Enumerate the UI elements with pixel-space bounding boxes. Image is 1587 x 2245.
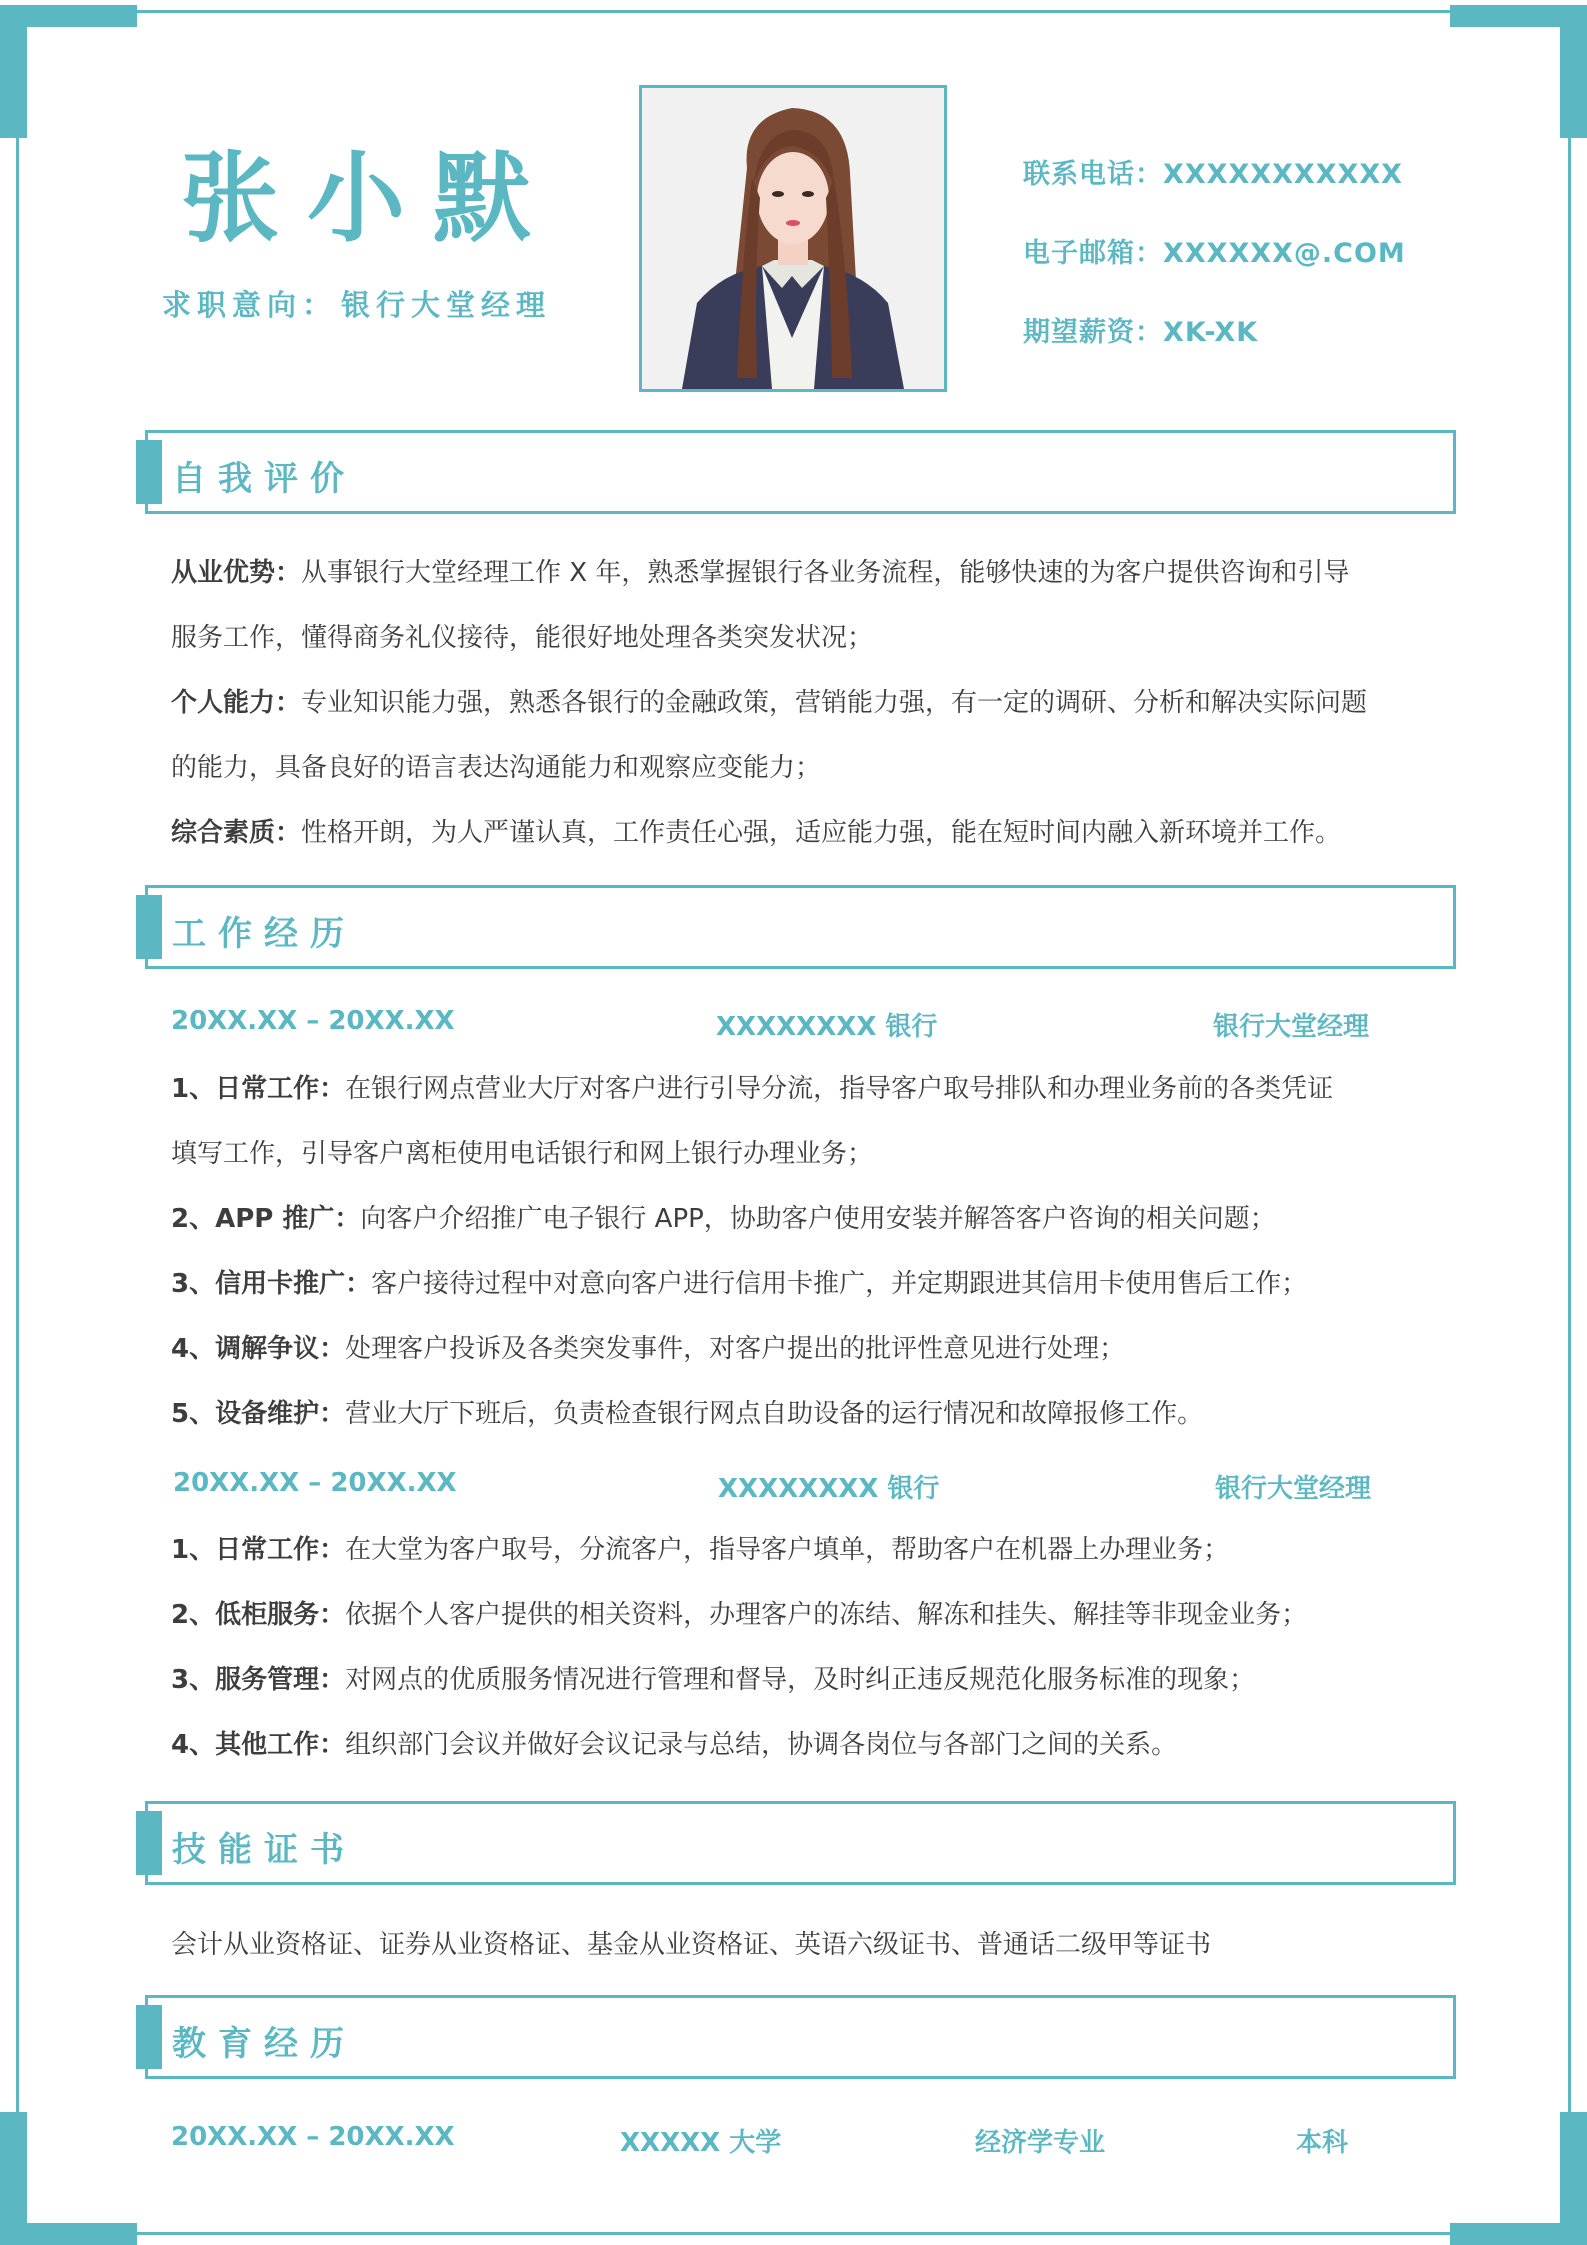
edu-period: 20XX.XX – 20XX.XX (171, 2122, 455, 2152)
edu-major: 经济学专业 (975, 2128, 1106, 2158)
portrait-illustration (642, 88, 944, 389)
expected-salary: 期望薪资：XK-XK (1023, 317, 1259, 348)
job-intent (162, 283, 551, 324)
self-eval-line: 服务工作，懂得商务礼仪接待，能很好地处理各类突发状况； (171, 623, 874, 653)
duty-text: 向客户介绍推广电子银行 APP，协助客户使用安装并解答客户咨询的相关问题； (360, 1204, 1276, 1234)
section-title: 自我评价 (172, 459, 356, 499)
job-intent-label: 求职意向： (162, 288, 338, 322)
contact-phone: 联系电话：XXXXXXXXXXX (1023, 159, 1403, 190)
edu-school: XXXXX 大学 (620, 2128, 782, 2158)
self-eval-label: 从业优势： (171, 558, 302, 588)
job-duty (171, 1266, 1461, 1302)
duty-label: 5、设备维护： (171, 1399, 346, 1429)
section-skills (145, 1801, 1456, 1885)
job-duty (171, 1597, 1461, 1633)
job-period: 20XX.XX – 20XX.XX (173, 1468, 457, 1498)
job-duty (171, 1071, 1461, 1107)
self-eval-text: 从事银行大堂经理工作 X 年，熟悉掌握银行各业务流程，能够快速的为客户提供咨询和引导 (301, 558, 1350, 588)
duty-text: 客户接待过程中对意向客户进行信用卡推广，并定期跟进其信用卡使用售后工作； (371, 1269, 1308, 1299)
section-accent-bar (136, 2005, 162, 2069)
section-self-evaluation (145, 430, 1456, 514)
duty-label: 4、调解争议： (171, 1334, 346, 1364)
section-title: 教育经历 (172, 2024, 356, 2064)
self-eval-line (171, 815, 1461, 851)
corner-bottom-left-v (0, 2112, 27, 2245)
job-duty (171, 1201, 1461, 1237)
self-eval-label: 综合素质： (171, 818, 302, 848)
duty-label: 1、日常工作： (171, 1074, 346, 1104)
job-duty (171, 1331, 1461, 1367)
section-education (145, 1995, 1456, 2079)
section-accent-bar (136, 895, 162, 959)
self-eval-line (171, 555, 1461, 591)
corner-bottom-right-v (1560, 2112, 1587, 2245)
duty-label: 3、信用卡推广： (171, 1269, 372, 1299)
section-work-experience (145, 885, 1456, 969)
skills-text: 会计从业资格证、证券从业资格证、基金从业资格证、英语六级证书、普通话二级甲等证书 (171, 1930, 1212, 1960)
duty-text: 在银行网点营业大厅对客户进行引导分流，指导客户取号排队和办理业务前的各类凭证 (345, 1074, 1334, 1104)
duty-label: 3、服务管理： (171, 1665, 346, 1695)
profile-photo (639, 85, 947, 392)
job-position: 银行大堂经理 (1215, 1474, 1372, 1504)
section-title: 工作经历 (172, 914, 356, 954)
self-eval-text: 专业知识能力强，熟悉各银行的金融政策，营销能力强，有一定的调研、分析和解决实际问题 (301, 688, 1368, 718)
duty-text: 组织部门会议并做好会议记录与总结，协调各岗位与各部门之间的关系。 (345, 1730, 1178, 1760)
self-eval-label: 个人能力： (171, 688, 302, 718)
job-period: 20XX.XX – 20XX.XX (171, 1006, 455, 1036)
duty-text: 营业大厅下班后，负责检查银行网点自助设备的运行情况和故障报修工作。 (345, 1399, 1204, 1429)
job-duty (171, 1396, 1461, 1432)
duty-text: 处理客户投诉及各类突发事件，对客户提出的批评性意见进行处理； (345, 1334, 1126, 1364)
corner-top-right-v (1560, 5, 1587, 138)
self-eval-line: 的能力，具备良好的语言表达沟通能力和观察应变能力； (171, 753, 822, 783)
section-accent-bar (136, 1811, 162, 1875)
duty-text: 依据个人客户提供的相关资料，办理客户的冻结、解冻和挂失、解挂等非现金业务； (345, 1600, 1308, 1630)
duty-text: 对网点的优质服务情况进行管理和督导，及时纠正违反规范化服务标准的现象； (345, 1665, 1256, 1695)
section-accent-bar (136, 440, 162, 504)
job-duty (171, 1532, 1461, 1568)
self-eval-text: 性格开朗，为人严谨认真，工作责任心强，适应能力强，能在短时间内融入新环境并工作。 (301, 818, 1342, 848)
section-title: 技能证书 (172, 1830, 356, 1870)
job-duty: 填写工作，引导客户离柜使用电话银行和网上银行办理业务； (171, 1139, 874, 1169)
self-eval-line (171, 685, 1461, 721)
job-duty (171, 1727, 1461, 1763)
job-intent-value: 银行大堂经理 (341, 288, 552, 322)
duty-label: 4、其他工作： (171, 1730, 346, 1760)
duty-label: 2、低柜服务： (171, 1600, 346, 1630)
duty-text: 在大堂为客户取号，分流客户，指导客户填单，帮助客户在机器上办理业务； (345, 1535, 1230, 1565)
candidate-name: 张小默 (180, 142, 559, 256)
corner-top-left-v (0, 5, 27, 138)
job-company: XXXXXXXX 银行 (718, 1474, 940, 1504)
contact-email: 电子邮箱：XXXXXX@.COM (1023, 238, 1406, 269)
duty-label: 2、APP 推广： (171, 1204, 361, 1234)
edu-degree: 本科 (1296, 2128, 1349, 2158)
job-duty (171, 1662, 1461, 1698)
job-position: 银行大堂经理 (1213, 1012, 1370, 1042)
duty-label: 1、日常工作： (171, 1535, 346, 1565)
job-company: XXXXXXXX 银行 (716, 1012, 938, 1042)
